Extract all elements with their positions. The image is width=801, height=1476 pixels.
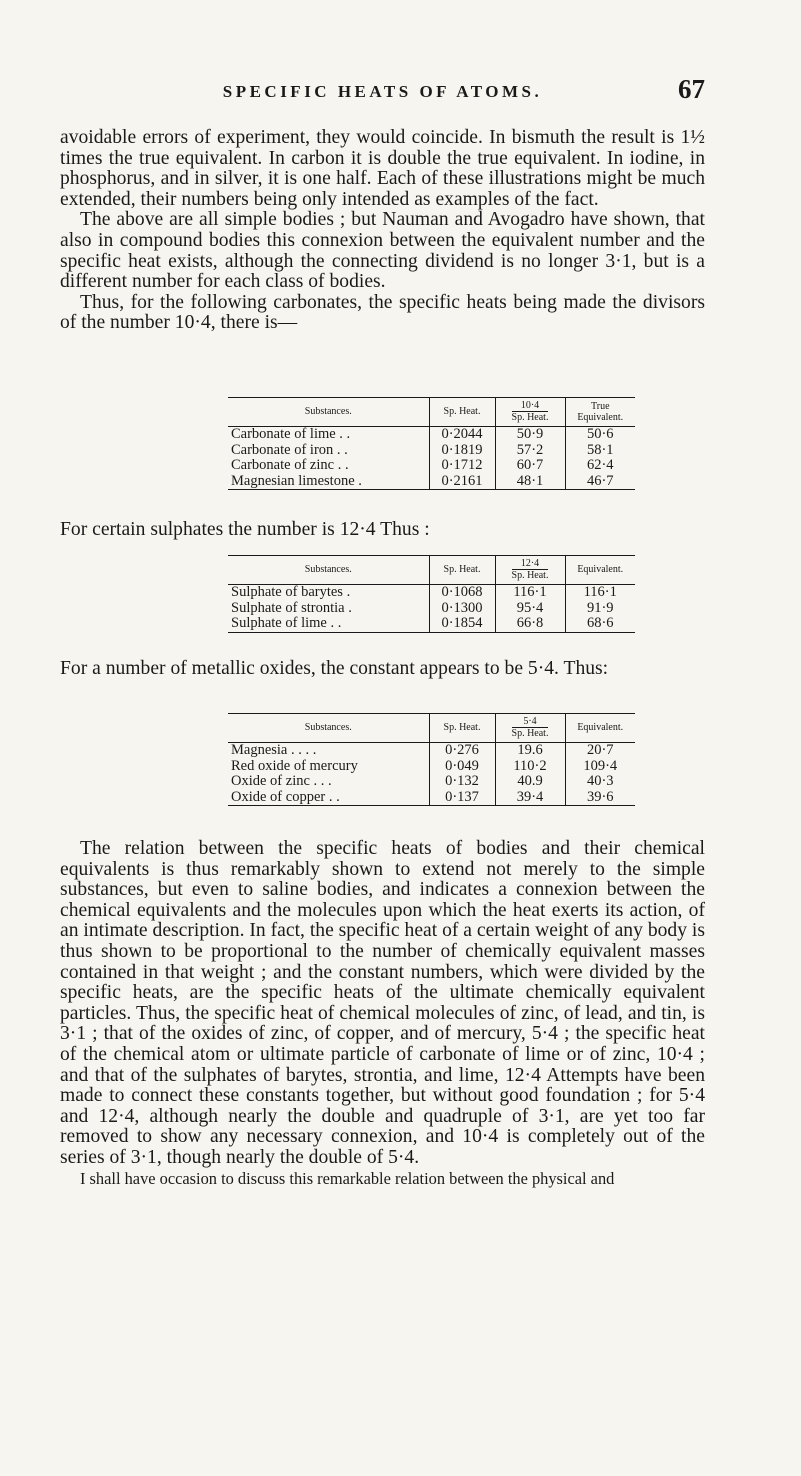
cell-equivalent: 91·9: [565, 601, 635, 617]
cell-equivalent: 109·4: [565, 759, 635, 775]
col-header-substances: Substances.: [228, 556, 429, 585]
cell-sp-heat: 0·049: [429, 759, 495, 775]
cell-ratio: 95·4: [495, 601, 565, 617]
body-text-bottom: [60, 839, 705, 1189]
cell-substance: Red oxide of mercury: [231, 757, 358, 774]
cell-substance: Sulphate of strontia .: [231, 599, 352, 616]
table-row: [228, 790, 635, 806]
ratio-numerator: 10·4: [512, 400, 549, 412]
ratio-numerator: 12·4: [512, 558, 549, 570]
page-number: 67: [678, 74, 705, 104]
cell-equivalent: 68·6: [565, 616, 635, 632]
col-header-ratio: [495, 398, 565, 427]
table-carbonates: [228, 397, 635, 490]
cell-substance: Sulphate of barytes .: [231, 584, 351, 600]
cell-equivalent: 20·7: [565, 743, 635, 759]
ratio-denominator: Sp. Heat.: [511, 728, 549, 739]
cell-substance: Magnesia . . . .: [231, 742, 317, 758]
cell-equivalent: 40·3: [565, 774, 635, 790]
table-header-row: [228, 714, 635, 743]
table-row: [228, 474, 635, 490]
cell-ratio: 40.9: [495, 774, 565, 790]
col-header-substances: Substances.: [228, 714, 429, 743]
cell-sp-heat: 0·276: [429, 743, 495, 759]
paragraph-relation: The relation between the specific heats of bodies and their chemical equivalents is thus remarkably shown to extend not merely to the simple substances, but even to saline bodies, and indicates a connexion between the chemical equivalents and the molecules upon which the heat exerts its action, of an intimate description. In fact, the specific heat of a certain weight of any body is thus shown to be proportional to the number of chemically equivalent masses contained in that weight ; and the constant numbers, which were divided by the specific heats, are the specific heats of the ultimate chemically equivalent particles. Thus, the specific heat of chemical molecules of zinc, of lead, and tin, is 3·1 ; that of the oxides of zinc, of copper, and of mercury, 5·4 ; the specific heat of the chemical atom or ultimate particle of carbonate of lime or of zinc, 10·4 ; and that of the sulphates of barytes, strontia, and lime, 12·4 Attempts have been made to connect these constants together, but without good foundation ; for 5·4 and 12·4, although nearly the double and quadruple of 3·1, are yet too far removed to show any necessary connexion, and 10·4 is completely out of the series of 3·1, though nearly the double of 5·4.: [60, 838, 705, 1168]
col-header-equivalent: Equivalent.: [565, 556, 635, 585]
table-sulphates: [228, 555, 635, 633]
cell-sp-heat: 0·137: [429, 790, 495, 806]
col-header-substances: Substances.: [228, 398, 429, 427]
cell-ratio: 50·9: [495, 427, 565, 443]
cell-ratio: 39·4: [495, 790, 565, 806]
cell-equivalent: 50·6: [565, 427, 635, 443]
cell-equivalent: 46·7: [565, 474, 635, 490]
cell-ratio: 110·2: [495, 759, 565, 775]
cell-equivalent: 62·4: [565, 458, 635, 474]
col-header-sp-heat: Sp. Heat.: [429, 714, 495, 743]
cell-substance: Carbonate of lime . .: [231, 426, 351, 442]
col-header-equivalent: Equivalent.: [565, 714, 635, 743]
ratio-denominator: Sp. Heat.: [511, 412, 549, 423]
ratio-denominator: Sp. Heat.: [511, 570, 549, 581]
cell-substance: Oxide of copper . .: [228, 790, 429, 806]
paragraph-carbonates-intro: Thus, for the following carbonates, the specific heats being made the divisors of the number 10·4, there is—: [60, 291, 705, 334]
cell-ratio: 116·1: [495, 585, 565, 601]
cell-ratio: 66·8: [495, 616, 565, 632]
cell-ratio: 57·2: [495, 443, 565, 459]
cell-equivalent: 39·6: [565, 790, 635, 806]
table-row: [228, 601, 635, 617]
paragraph-compound-bodies: The above are all simple bodies ; but Nauman and Avogadro have shown, that also in compound bodies this connexion between the equivalent number and the specific heat exists, although the connecting dividend is no longer 3·1, but is a different number for each class of bodies.: [60, 209, 705, 293]
table-row: [228, 585, 635, 601]
table-row: [228, 616, 635, 632]
table-oxides: [228, 713, 635, 806]
cell-equivalent: 58·1: [565, 443, 635, 459]
table-row: [228, 743, 635, 759]
cell-ratio: 60·7: [495, 458, 565, 474]
table-row: [228, 458, 635, 474]
ratio-numerator: 5·4: [512, 716, 549, 728]
cell-sp-heat: 0·1300: [429, 601, 495, 617]
cell-substance: Magnesian limestone .: [228, 474, 429, 490]
oxides-intro: For a number of metallic oxides, the constant appears to be 5·4. Thus:: [60, 658, 609, 679]
cell-sp-heat: 0·2044: [429, 427, 495, 443]
table-row: [228, 759, 635, 775]
cell-sp-heat: 0·1854: [429, 616, 495, 632]
cell-sp-heat: 0·1068: [429, 585, 495, 601]
cell-sp-heat: 0·2161: [429, 474, 495, 490]
table-row: [228, 774, 635, 790]
sulphates-intro: For certain sulphates the number is 12·4 Thus :: [60, 519, 430, 540]
cell-sp-heat: 0·1712: [429, 458, 495, 474]
col-header-equivalent: True Equivalent.: [565, 398, 635, 427]
table-header-row: [228, 398, 635, 427]
cell-sp-heat: 0·1819: [429, 443, 495, 459]
cell-substance: Sulphate of lime . .: [228, 616, 429, 632]
table-row: [228, 427, 635, 443]
table-header-row: [228, 556, 635, 585]
cell-substance: Oxide of zinc . . .: [231, 773, 332, 790]
col-header-ratio: [495, 556, 565, 585]
cell-sp-heat: 0·132: [429, 774, 495, 790]
col-header-sp-heat: Sp. Heat.: [429, 556, 495, 585]
col-header-sp-heat: Sp. Heat.: [429, 398, 495, 427]
cell-ratio: 48·1: [495, 474, 565, 490]
page-header: [60, 74, 705, 110]
paragraph-continuation: avoidable errors of experiment, they would coincide. In bismuth the result is 1½ times the true equivalent. In carbon it is double the true equivalent. In iodine, in phosphorus, and in silver, it is one half. Each of these illustrations might be much extended, their numbers being only intended as examples of the fact.: [60, 127, 705, 210]
table-row: [228, 443, 635, 459]
cell-equivalent: 116·1: [565, 585, 635, 601]
cell-substance: Carbonate of zinc . .: [231, 457, 349, 474]
cell-ratio: 19.6: [495, 743, 565, 759]
paragraph-closing: I shall have occasion to discuss this remarkable relation between the physical and: [80, 1168, 615, 1188]
body-text-top: [60, 128, 705, 334]
cell-substance: Carbonate of iron . .: [231, 441, 348, 458]
col-header-ratio: [495, 714, 565, 743]
running-head: SPECIFIC HEATS OF ATOMS.: [222, 82, 543, 101]
